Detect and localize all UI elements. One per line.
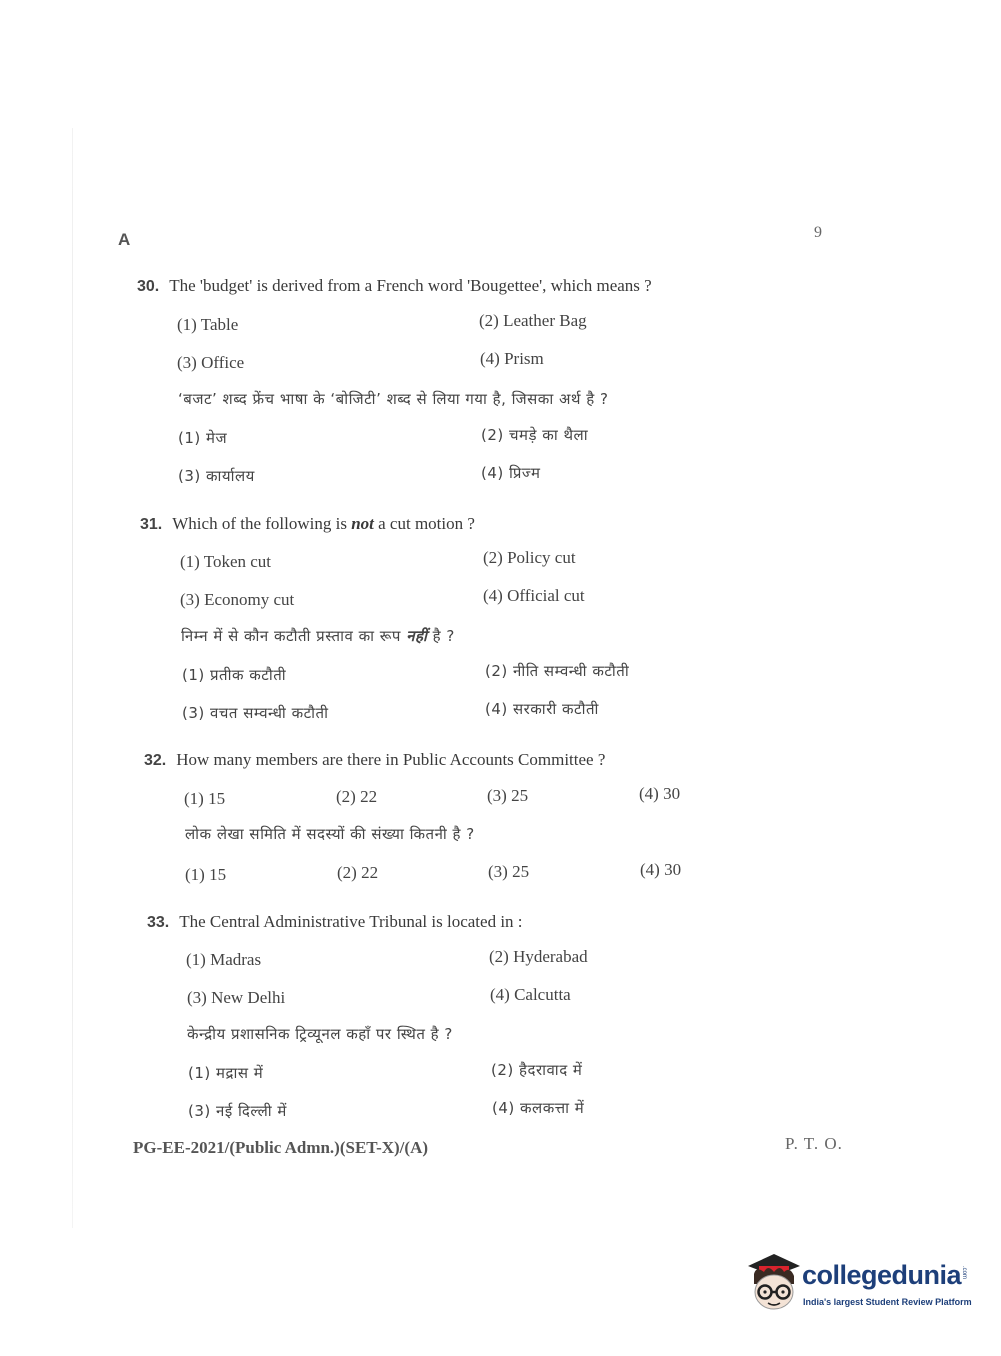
option-hi: (2) हैदरावाद में [491, 1061, 583, 1079]
option-hi: (1) प्रतीक कटौती [182, 666, 287, 684]
option-hi: (4) सरकारी कटौती [485, 700, 599, 718]
paper-code: PG-EE-2021/(Public Admn.)(SET-X)/(A) [133, 1138, 429, 1157]
option-hi: (2) नीति सम्वन्धी कटौती [485, 662, 630, 680]
option-en: (1) 15 [184, 789, 226, 808]
question-number: 32. [144, 752, 167, 769]
question-number: 33. [147, 914, 170, 931]
question-number: 30. [137, 278, 160, 295]
option-hi: (4) कलकत्ता में [492, 1099, 585, 1117]
option-en: (2) Leather Bag [479, 311, 587, 330]
collegedunia-watermark[interactable] [744, 1252, 974, 1316]
student-mascot-icon [744, 1252, 802, 1316]
question-32 [144, 750, 605, 771]
question-text-hi-start: निम्न में से कौन कटौती प्रस्ताव का रूप [181, 627, 407, 645]
option-en: (1) Token cut [180, 552, 272, 571]
option-en: (3) Economy cut [180, 590, 295, 609]
option-en: (3) New Delhi [187, 988, 286, 1007]
option-hi: (3) नई दिल्ली में [188, 1102, 287, 1120]
option-en: (4) Calcutta [490, 985, 571, 1004]
option-en: (2) 22 [336, 787, 378, 806]
question-31 [140, 514, 475, 535]
question-text-hi: लोक लेखा समिति में सदस्यों की संख्या कितनी है ? [185, 825, 475, 843]
question-emphasis-hi: नहीं [406, 627, 428, 645]
option-en: (2) Hyderabad [489, 947, 588, 966]
option-en: (3) Office [177, 353, 245, 372]
option-en: (1) Table [177, 315, 239, 334]
option-en: (2) Policy cut [483, 548, 576, 567]
option-hi: (4) 30 [640, 860, 682, 879]
question-text-en: Which of the following is [172, 514, 352, 533]
question-number: 31. [140, 516, 163, 533]
question-text-en-end: a cut motion ? [373, 514, 475, 533]
option-hi: (4) प्रिज्म [481, 464, 541, 482]
option-hi: (1) 15 [185, 865, 227, 884]
question-text-hi: ‘बजट’ शब्द फ्रेंच भाषा के ‘बोजिटी’ शब्द से लिया गया है, जिसका अर्थ है ? [178, 390, 609, 408]
question-text-en: How many members are there in Public Accounts Committee ? [176, 750, 606, 769]
option-hi: (3) वचत सम्वन्धी कटौती [182, 704, 329, 722]
question-text-hi-end: है ? [427, 627, 455, 645]
please-turn-over: P. T. O. [785, 1134, 843, 1153]
option-hi: (2) चमड़े का थैला [481, 426, 589, 444]
option-hi: (2) 22 [337, 863, 379, 882]
option-hi: (1) मेज [178, 429, 228, 447]
option-hi: (1) मद्रास में [188, 1064, 264, 1082]
page-number: 9 [814, 224, 822, 241]
option-en: (4) 30 [639, 784, 681, 803]
question-text-en: The 'budget' is derived from a French word 'Bougettee', which means ? [169, 276, 652, 295]
question-33 [147, 912, 523, 933]
option-hi: (3) 25 [488, 862, 530, 881]
option-en: (3) 25 [487, 786, 529, 805]
set-letter: A [118, 230, 131, 249]
question-text-hi: केन्द्रीय प्रशासनिक ट्रिव्यूनल कहाँ पर स्थित है ? [187, 1025, 453, 1043]
brand-tagline: India's largest Student Review Platform [803, 1297, 972, 1307]
brand-tld: .com [961, 1266, 967, 1280]
scan-edge-line [72, 128, 73, 1228]
question-text-en: The Central Administrative Tribunal is located in : [179, 912, 523, 931]
option-en: (4) Official cut [483, 586, 585, 605]
brand-name: collegedunia [802, 1260, 962, 1290]
option-hi: (3) कार्यालय [178, 467, 255, 485]
question-emphasis-en: not [351, 514, 374, 533]
question-text-hi [181, 626, 455, 646]
question-30 [137, 276, 652, 297]
option-en: (1) Madras [186, 950, 262, 969]
option-en: (4) Prism [480, 349, 544, 368]
